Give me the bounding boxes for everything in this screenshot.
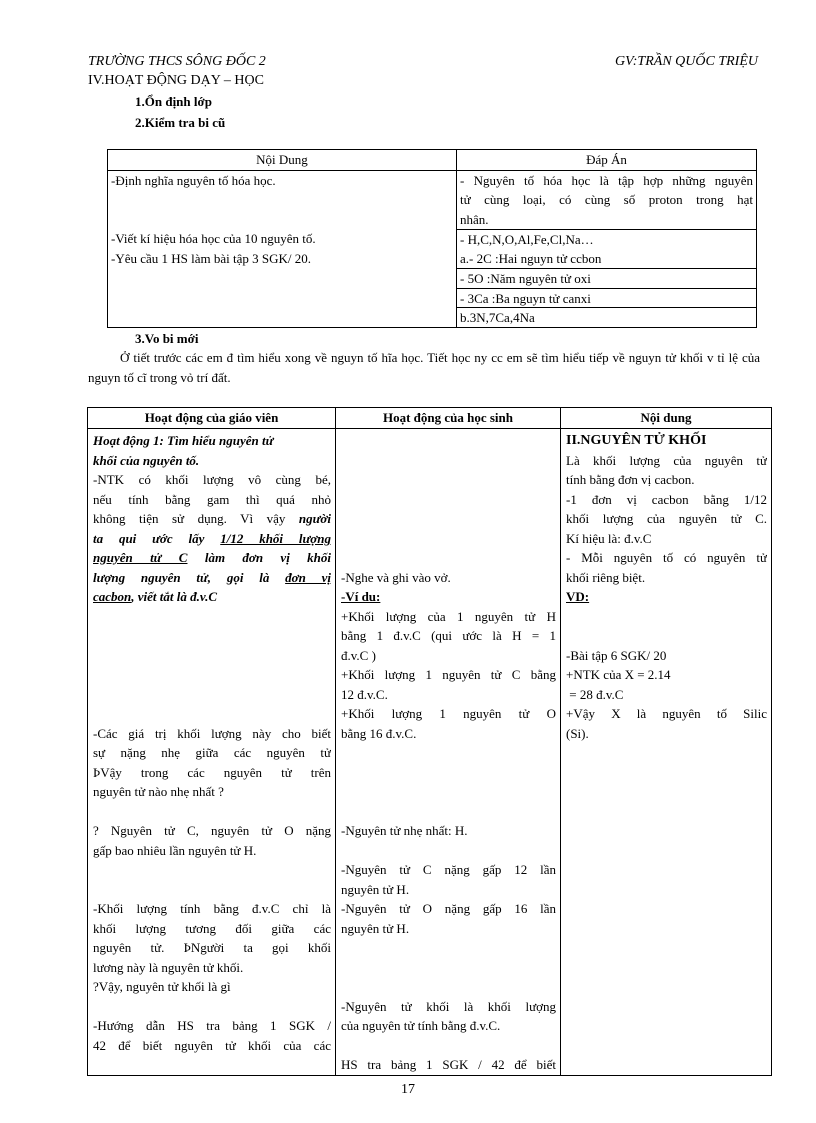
- activity-header-student: Hoạt động của học sinh: [336, 408, 561, 429]
- review-answer-line: b.3N,7Ca,4Na: [457, 307, 756, 327]
- review-answer-line: tử cùng loại, có cùng số proton trong hạt: [460, 192, 753, 207]
- teacher-line: -Khối lượng tính bằng đ.v.C chỉ là: [93, 901, 331, 916]
- content-line: +NTK của X = 2.14: [566, 667, 671, 682]
- teacher-line: khối lượng tương đối giữa các: [93, 920, 331, 936]
- review-answer-line: nhân.: [460, 211, 489, 227]
- review-header-content: Nội Dung: [108, 150, 457, 171]
- teacher-line: -Các giá trị khối lượng này cho biết: [93, 725, 331, 741]
- content-line: (Si).: [566, 725, 589, 741]
- heading-on-dinh-lop: 1.Ổn định lớp: [135, 94, 212, 109]
- teacher-line: -Hướng dẫn HS tra bảng 1 SGK /: [93, 1018, 331, 1033]
- heading-kiem-tra: 2.Kiểm tra bi cũ: [135, 115, 226, 130]
- student-line: 12 đ.v.C.: [341, 686, 388, 702]
- review-content-line: -Định nghĩa nguyên tố hóa học.: [111, 172, 276, 188]
- teacher-line: không tiện sử dụng. Vì vậy người: [93, 511, 331, 526]
- review-answer-line: - Nguyên tố hóa học là tập hợp những nguyên: [460, 172, 753, 188]
- activity-title: khối của nguyên tố.: [93, 452, 200, 468]
- student-line: -Ví du:: [341, 589, 381, 604]
- review-answer-line: a.- 2C :Hai nguyn tử ccbon: [460, 250, 602, 266]
- content-cell: [561, 429, 772, 1076]
- content-line: khối lượng của nguyên tử C.: [566, 511, 767, 526]
- intro-paragraph: Ở tiết trước các em đ tìm hiểu xong về nguyn tố hĩa học. Tiết học ny cc em sẽ tìm hiểu tiếp về nguyn tử khối v tỉ lệ của nguyn tố cĩ trong vỏ trí đất.: [88, 350, 760, 385]
- student-line: +Khối lượng 1 nguyên tử C bằng: [341, 667, 556, 682]
- content-line: -1 đơn vị cacbon bằng 1/12: [566, 491, 767, 507]
- student-line: -Nghe và ghi vào vở.: [341, 569, 451, 585]
- teacher-line: 42 để biết nguyên tử khối của các: [93, 1037, 331, 1053]
- student-line: đ.v.C ): [341, 647, 376, 663]
- review-answer-line: - 5O :Năm nguyên tử oxi: [457, 268, 756, 288]
- student-line: -Nguyên tử nhẹ nhất: H.: [341, 823, 468, 838]
- student-line: -Nguyên tử C nặng gấp 12 lần: [341, 862, 556, 877]
- student-line: của nguyên tử tính bằng đ.v.C.: [341, 1018, 501, 1033]
- content-line: = 28 đ.v.C: [566, 686, 624, 702]
- content-line: VD:: [566, 589, 590, 604]
- review-answer-cell: [457, 170, 757, 327]
- teacher-line: ? Nguyên tử C, nguyên tử O nặng: [93, 823, 331, 838]
- activity-table: [87, 407, 772, 1076]
- teacher-line: ta qui ước lấy 1/12 khối lượng: [93, 530, 331, 546]
- review-answer-line: - 3Ca :Ba nguyn tử canxi: [457, 288, 756, 308]
- teacher-line: gấp bao nhiêu lần nguyên tử H.: [93, 842, 257, 858]
- activity-header-teacher: Hoạt động của giáo viên: [88, 408, 336, 429]
- content-line: -Bài tập 6 SGK/ 20: [566, 647, 667, 663]
- teacher-line: nguyên tử nào nhẹ nhất ?: [93, 784, 224, 799]
- section-title: IV.HOẠT ĐỘNG DẠY – HỌC: [88, 73, 264, 88]
- content-line: tính bằng đơn vị cacbon.: [566, 472, 695, 487]
- content-line: Kí hiệu là: đ.v.C: [566, 530, 652, 546]
- content-line: Là khối lượng của nguyên tử: [566, 452, 767, 468]
- teacher-line: ÞVậy trong các nguyên tử trên: [93, 764, 331, 780]
- school-name: TRƯỜNG THCS SÔNG ĐỐC 2: [88, 54, 266, 69]
- student-line: +Khối lượng của 1 nguyên tử H: [341, 608, 556, 624]
- teacher-line: nguyên tử C làm đơn vị khối: [93, 550, 331, 565]
- page-number: 17: [401, 1082, 415, 1097]
- student-line: nguyên tử H.: [341, 881, 410, 897]
- student-line: HS tra bảng 1 SGK / 42 để biết: [341, 1057, 556, 1072]
- content-line: khối riêng biệt.: [566, 569, 646, 585]
- content-line: +Vậy X là nguyên tố Silic: [566, 706, 767, 721]
- student-line: nguyên tử H.: [341, 920, 410, 936]
- review-content-line: -Viết kí hiệu hóa học của 10 nguyên tố.: [111, 231, 316, 246]
- content-title: II.NGUYÊN TỬ KHỐI: [566, 433, 707, 448]
- teacher-line: lương này là nguyên tử khối.: [93, 959, 244, 975]
- student-line: +Khối lượng 1 nguyên tử O: [341, 706, 556, 721]
- review-content-cell: [108, 170, 457, 327]
- student-activity-cell: [336, 429, 561, 1076]
- student-line: bằng 1 đ.v.C (qui ước là H = 1: [341, 628, 556, 643]
- teacher-line: sự nặng nhẹ giữa các nguyên tử: [93, 745, 331, 760]
- heading-vao-bai-moi: 3.Vo bi mới: [135, 331, 199, 346]
- activity-title: Hoạt động 1: Tìm hiểu nguyên tử: [93, 433, 274, 448]
- student-line: -Nguyên tử khối là khối lượng: [341, 998, 556, 1014]
- teacher-line: nếu tính bằng gam thì quá nhỏ: [93, 491, 331, 507]
- activity-header-content: Nội dung: [561, 408, 772, 429]
- content-line: - Mỗi nguyên tố có nguyên tử: [566, 550, 767, 565]
- teacher-name: GV:TRẦN QUỐC TRIỆU: [615, 54, 758, 69]
- review-content-line: -Yêu cầu 1 HS làm bài tập 3 SGK/ 20.: [111, 250, 312, 266]
- teacher-line: ?Vậy, nguyên tử khối là gì: [93, 979, 231, 994]
- review-table: [107, 149, 757, 328]
- teacher-line: cacbon, viết tắt là đ.v.C: [93, 589, 218, 604]
- teacher-line: nguyên tử. ÞNgười ta gọi khối: [93, 940, 331, 955]
- teacher-line: lượng nguyên tử, gọi là đơn vị: [93, 569, 331, 585]
- review-header-answer: Đáp Án: [457, 150, 757, 171]
- teacher-activity-cell: [88, 429, 336, 1076]
- review-answer-line: - H,C,N,O,Al,Fe,Cl,Na…: [457, 229, 756, 249]
- student-line: -Nguyên tử O nặng gấp 16 lần: [341, 901, 556, 916]
- teacher-line: -NTK có khối lượng vô cùng bé,: [93, 472, 331, 487]
- student-line: bằng 16 đ.v.C.: [341, 725, 417, 741]
